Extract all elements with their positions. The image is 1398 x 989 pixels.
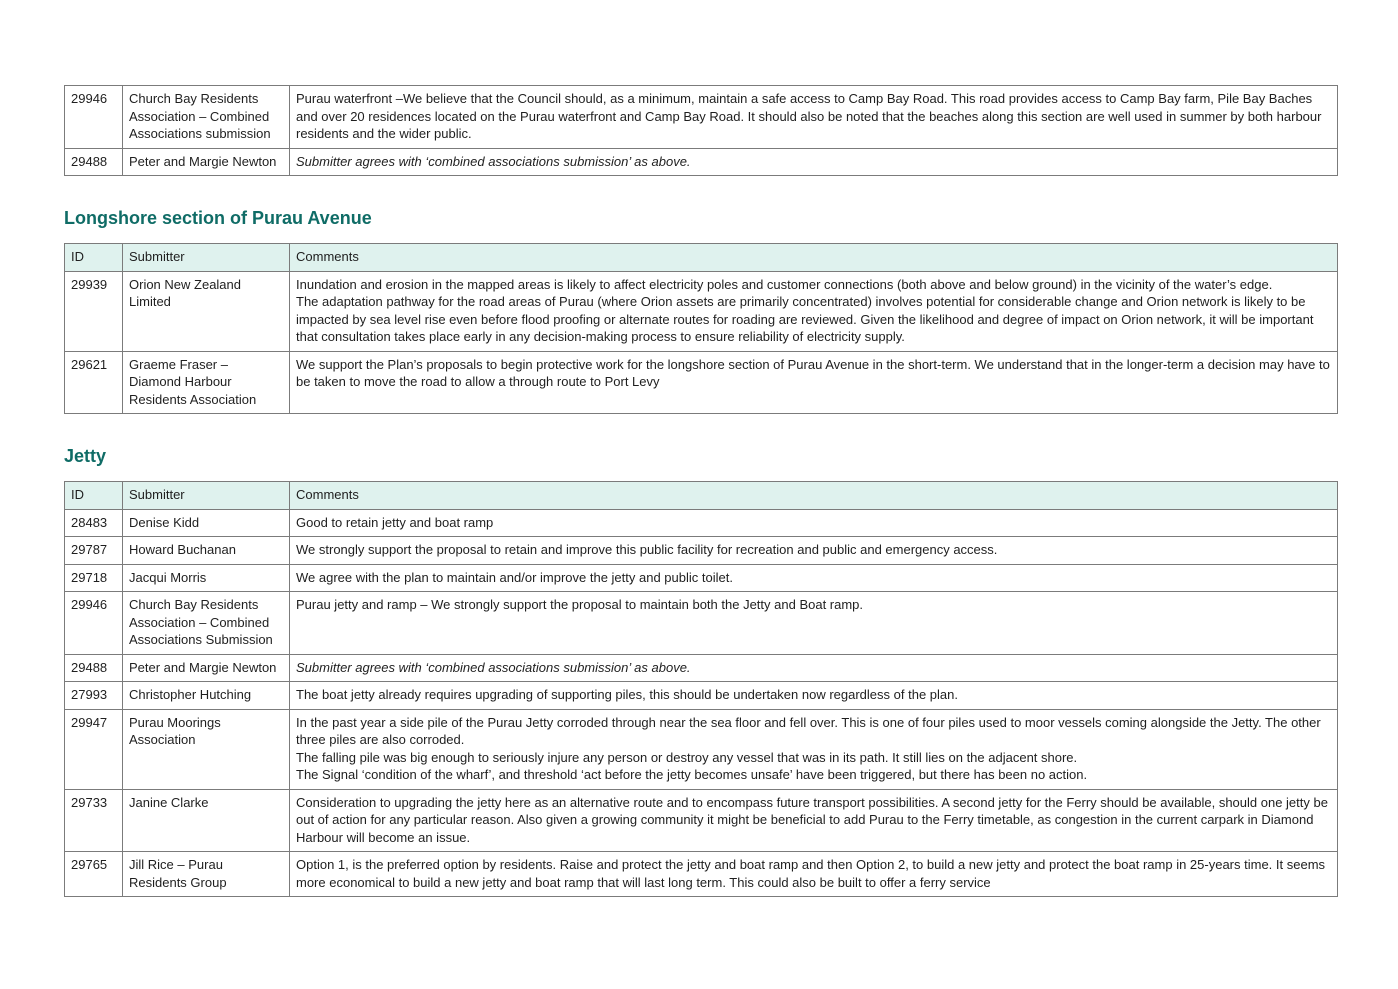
submission-id-cell: 29946: [65, 86, 123, 149]
table-row: [65, 852, 1338, 897]
submission-id-cell: 29947: [65, 709, 123, 789]
table-row: [65, 148, 1338, 176]
submission-id-cell: 29488: [65, 148, 123, 176]
comment-paragraph: In the past year a side pile of the Purau Jetty corroded through near the sea floor and fell over. This is one of four piles used to moor vessels coming alongside the Jetty. The other three piles are also corroded.: [296, 714, 1321, 747]
jetty-submissions-table: [64, 481, 1338, 897]
submitter-cell: Church Bay Residents Association – Combined Associations Submission: [123, 592, 290, 655]
table-row: [65, 86, 1338, 149]
submitter-cell: Peter and Margie Newton: [123, 148, 290, 176]
comments-cell: [290, 86, 1338, 149]
comment-paragraph: Submitter agrees with ‘combined associations submission’ as above.: [296, 153, 691, 169]
submitter-cell: Howard Buchanan: [123, 537, 290, 565]
column-header-comments: Comments: [290, 244, 1338, 272]
submission-id-cell: 29621: [65, 351, 123, 414]
comments-cell: [290, 682, 1338, 710]
table-row: [65, 537, 1338, 565]
comment-paragraph: The boat jetty already requires upgrading of supporting piles, this should be undertaken now regardless of the plan.: [296, 687, 958, 702]
longshore-submissions-table: [64, 243, 1338, 414]
submission-id-cell: 27993: [65, 682, 123, 710]
comment-paragraph: The falling pile was big enough to seriously injure any person or destroy any vessel that was in its path. It still lies on the adjacent shore.: [296, 749, 1078, 765]
comment-paragraph: The adaptation pathway for the road areas of Purau (where Orion assets are primarily concentrated) involves potential for considerable change and Orion network is likely to be impacted by sea level rise even before flood proofing or alternate routes for roading are reviewed. Given the likelihood and degree of impact on Orion network, it will be important that consultation takes place early in any decision-making process to ensure reliability of electricity supply.: [296, 294, 1314, 344]
submission-id-cell: 29946: [65, 592, 123, 655]
submitter-cell: Janine Clarke: [123, 789, 290, 852]
submitter-cell: Church Bay Residents Association – Combined Associations submission: [123, 86, 290, 149]
comments-cell: [290, 271, 1338, 351]
comment-paragraph: Good to retain jetty and boat ramp: [296, 514, 494, 530]
submitter-cell: Christopher Hutching: [123, 682, 290, 710]
table-row: [65, 654, 1338, 682]
jetty-table-body: [65, 509, 1338, 897]
comment-paragraph: We support the Plan’s proposals to begin protective work for the longshore section of Purau Avenue in the short-term. We understand that in the longer-term a decision may have to be taken to move the road to allow a through route to Port Levy: [296, 356, 1330, 389]
comments-cell: [290, 564, 1338, 592]
column-header-comments: Comments: [290, 482, 1338, 510]
submission-id-cell: 29939: [65, 271, 123, 351]
submitter-cell: Purau Moorings Association: [123, 709, 290, 789]
comments-cell: [290, 592, 1338, 655]
comments-cell: [290, 509, 1338, 537]
comment-paragraph: We agree with the plan to maintain and/or improve the jetty and public toilet.: [296, 569, 733, 585]
column-header-submitter: Submitter: [123, 244, 290, 272]
table-header-row: [65, 482, 1338, 510]
column-header-id: ID: [65, 482, 123, 510]
table-row: [65, 564, 1338, 592]
submission-id-cell: 29733: [65, 789, 123, 852]
column-header-id: ID: [65, 244, 123, 272]
comments-cell: [290, 351, 1338, 414]
comment-paragraph: Purau jetty and ramp – We strongly support the proposal to maintain both the Jetty and Boat ramp.: [296, 597, 864, 612]
comment-paragraph: Consideration to upgrading the jetty here as an alternative route and to encompass future transport possibilities. A second jetty for the Ferry should be available, should one jetty be out of action for any particular reason. Also given a growing community it might be beneficial to add Purau to the Ferry timetable, as congestion in the current carpark in Diamond Harbour will become an issue.: [296, 794, 1328, 845]
table-row: [65, 509, 1338, 537]
comment-paragraph: Inundation and erosion in the mapped areas is likely to affect electricity poles and customer connections (both above and below ground) in the vicinity of the water’s edge.: [296, 276, 1273, 292]
comments-cell: [290, 654, 1338, 682]
comments-cell: [290, 709, 1338, 789]
table-row: [65, 592, 1338, 655]
table-row: [65, 351, 1338, 414]
submitter-cell: Denise Kidd: [123, 509, 290, 537]
comments-cell: [290, 852, 1338, 897]
comment-paragraph: Submitter agrees with ‘combined associations submission’ as above.: [296, 659, 691, 675]
submission-id-cell: 28483: [65, 509, 123, 537]
top-submissions-table: [64, 85, 1338, 176]
submission-id-cell: 29488: [65, 654, 123, 682]
submitter-cell: Jill Rice – Purau Residents Group: [123, 852, 290, 897]
submitter-cell: Jacqui Morris: [123, 564, 290, 592]
comment-paragraph: We strongly support the proposal to retain and improve this public facility for recreation and public and emergency access.: [296, 542, 998, 557]
column-header-submitter: Submitter: [123, 482, 290, 510]
table-row: [65, 682, 1338, 710]
submission-id-cell: 29765: [65, 852, 123, 897]
document-page: [64, 85, 1338, 897]
top-table-body: [65, 86, 1338, 176]
submitter-cell: Peter and Margie Newton: [123, 654, 290, 682]
submission-id-cell: 29787: [65, 537, 123, 565]
comment-paragraph: Purau waterfront –We believe that the Council should, as a minimum, maintain a safe access to Camp Bay Road. This road provides access to Camp Bay farm, Pile Bay Baches and over 20 residences located on the Purau waterfront and Camp Bay Road. It should also be noted that the beaches along this section are well used in summer by both harbour residents and the wider public.: [296, 91, 1322, 141]
comments-cell: [290, 148, 1338, 176]
table-row: [65, 709, 1338, 789]
submitter-cell: Graeme Fraser – Diamond Harbour Residents Association: [123, 351, 290, 414]
comment-paragraph: The Signal ‘condition of the wharf’, and threshold ‘act before the jetty becomes unsafe’ have been triggered, but there has been no action.: [296, 767, 1088, 782]
table-row: [65, 271, 1338, 351]
table-row: [65, 789, 1338, 852]
comment-paragraph: Option 1, is the preferred option by residents. Raise and protect the jetty and boat ramp and then Option 2, to build a new jetty and protect the boat ramp in 25-years time. It seems more economical to build a new jetty and boat ramp that will last long term. This could also be built to offer a ferry service: [296, 857, 1326, 890]
section-heading-longshore: Longshore section of Purau Avenue: [64, 208, 372, 228]
comments-cell: [290, 537, 1338, 565]
comments-cell: [290, 789, 1338, 852]
longshore-table-body: [65, 271, 1338, 414]
table-header-row: [65, 244, 1338, 272]
section-heading-jetty: Jetty: [64, 446, 107, 466]
submitter-cell: Orion New Zealand Limited: [123, 271, 290, 351]
submission-id-cell: 29718: [65, 564, 123, 592]
